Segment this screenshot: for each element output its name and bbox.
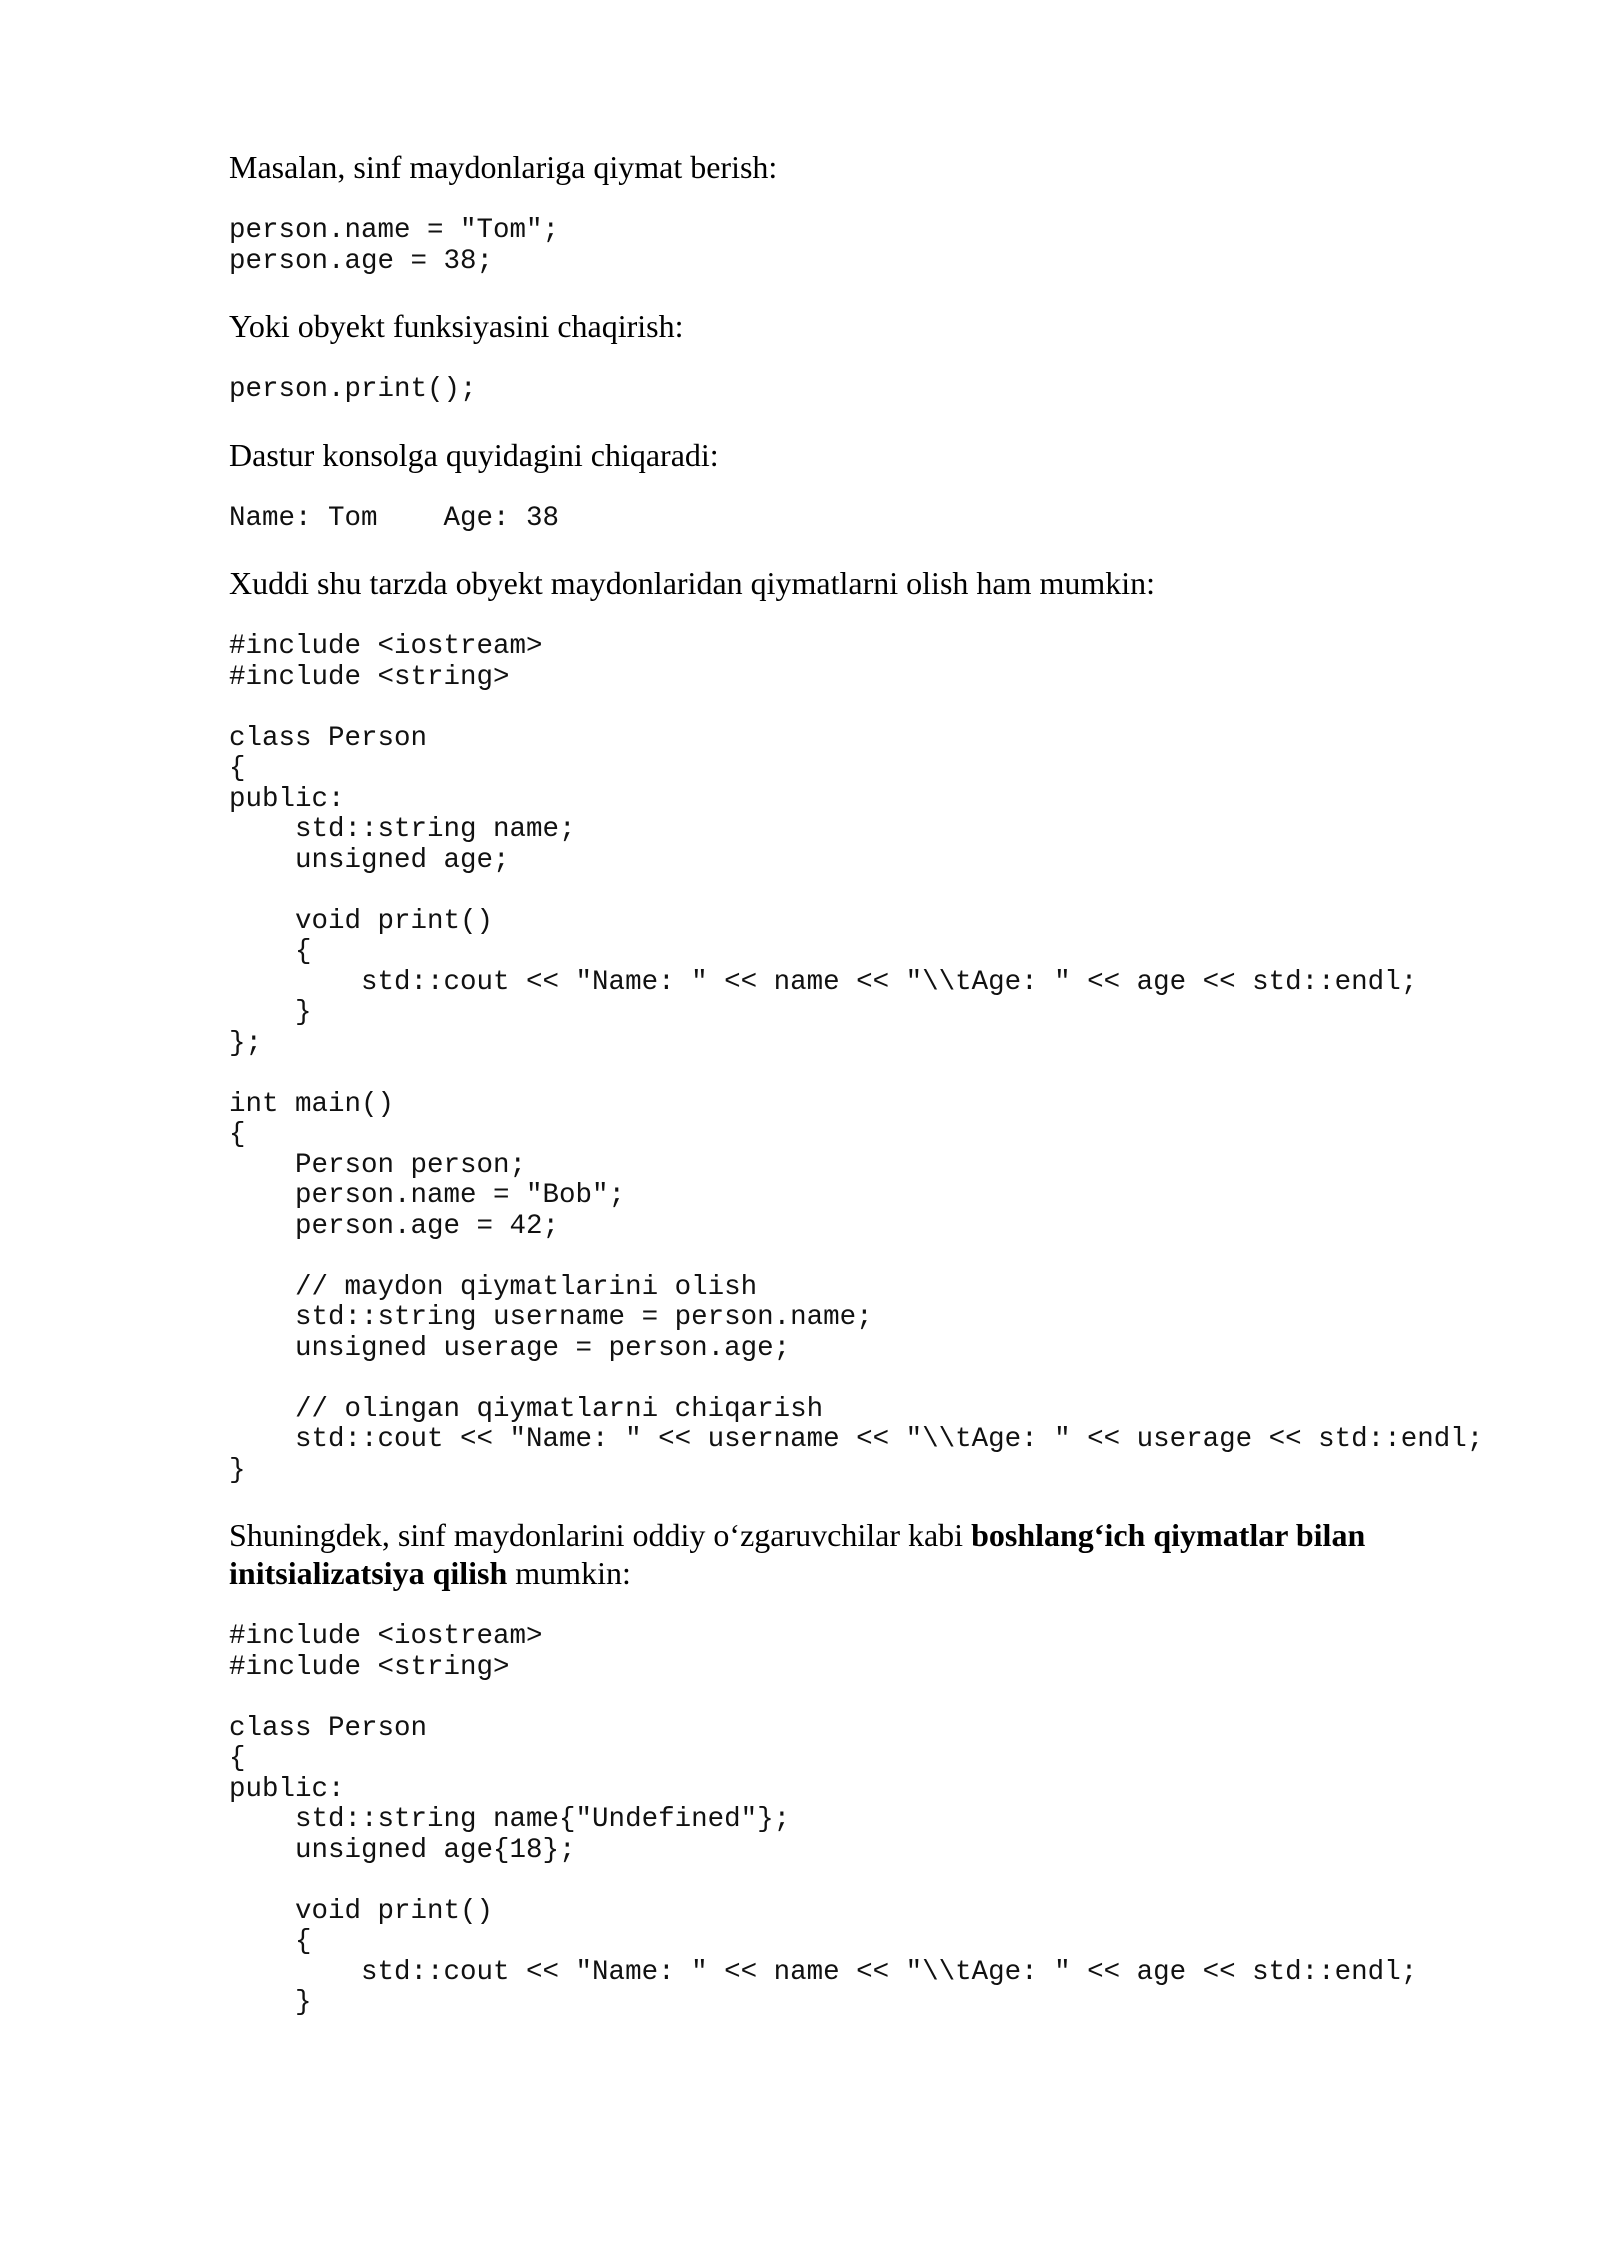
code-line: {	[229, 1743, 246, 1774]
code-line	[229, 1683, 1479, 1714]
code-line: {	[229, 753, 246, 784]
code-line: Person person;	[229, 1149, 527, 1181]
code-block-get-values-example	[229, 631, 1484, 1486]
paragraph-initialization	[229, 1516, 1479, 1592]
code-line: #include <iostream>	[229, 631, 543, 662]
code-line: int main()	[229, 1088, 395, 1120]
code-line: unsigned age{18};	[229, 1834, 576, 1866]
code-line: }	[229, 997, 312, 1028]
code-line	[229, 693, 1479, 724]
code-line: };	[229, 1027, 263, 1059]
code-line: std::string name;	[229, 814, 576, 845]
code-line: std::string username = person.name;	[229, 1302, 873, 1333]
code-line: void print()	[229, 905, 494, 937]
code-line: // maydon qiymatlarini olish	[229, 1271, 758, 1303]
code-line: person.age = 38;	[229, 245, 494, 277]
code-line: {	[229, 936, 312, 967]
code-line: person.print();	[229, 374, 477, 405]
code-line: {	[229, 1119, 246, 1150]
code-line: unsigned age;	[229, 844, 510, 876]
code-line: person.name = "Tom";	[229, 215, 560, 246]
code-line: {	[229, 1926, 312, 1957]
paragraph-console-output: Dastur konsolga quyidagini chiqaradi:	[229, 436, 719, 473]
code-line: public:	[229, 1773, 345, 1805]
paragraph-call-function: Yoki obyekt funksiyasini chaqirish:	[229, 308, 684, 344]
paragraph-initialization-bold: boshlang‘ich qiymatlar bilan initsializatsiya qilish	[229, 1517, 1366, 1591]
code-line: std::cout << "Name: " << name << "\\tAge: " << age << std::endl;	[229, 966, 1418, 998]
code-block-print-call	[229, 375, 1479, 406]
code-block-initialization-example	[229, 1622, 1479, 2019]
code-line: Name: Tom Age: 38	[229, 502, 560, 534]
paragraph-initialization-end: mumkin:	[507, 1555, 631, 1591]
document-page	[229, 148, 1484, 2019]
code-line: void print()	[229, 1895, 494, 1927]
paragraph-get-values: Xuddi shu tarzda obyekt maydonlaridan qiymatlarni olish ham mumkin:	[229, 565, 1156, 601]
code-line: }	[229, 1454, 246, 1486]
code-line: public:	[229, 783, 345, 815]
code-line	[229, 876, 1479, 907]
code-block-console-output	[229, 504, 1479, 535]
code-line: class Person	[229, 1712, 428, 1744]
code-block-field-assignment	[229, 216, 1479, 277]
code-line: }	[229, 1987, 312, 2018]
code-line: std::string name{"Undefined"};	[229, 1804, 791, 1835]
code-line: class Person	[229, 722, 428, 754]
code-line	[229, 1866, 1479, 1897]
code-line: std::cout << "Name: " << username << "\\tAge: " << userage << std::endl;	[229, 1424, 1484, 1455]
paragraph-initialization-text: Shuningdek, sinf maydonlarini oddiy o‘zgaruvchilar kabi	[229, 1517, 972, 1553]
paragraph-field-assignment: Masalan, sinf maydonlariga qiymat berish:	[229, 149, 778, 185]
code-line: #include <string>	[229, 661, 510, 693]
code-line: #include <iostream>	[229, 1621, 543, 1652]
code-line: person.name = "Bob";	[229, 1180, 626, 1211]
code-line: #include <string>	[229, 1651, 510, 1683]
code-line: std::cout << "Name: " << name << "\\tAge: " << age << std::endl;	[229, 1956, 1418, 1988]
code-line: unsigned userage = person.age;	[229, 1332, 791, 1364]
code-line	[229, 1242, 1479, 1273]
code-line: person.age = 42;	[229, 1210, 560, 1242]
code-line: // olingan qiymatlarni chiqarish	[229, 1393, 824, 1425]
code-line	[229, 1059, 1479, 1090]
code-line	[229, 1364, 1479, 1395]
